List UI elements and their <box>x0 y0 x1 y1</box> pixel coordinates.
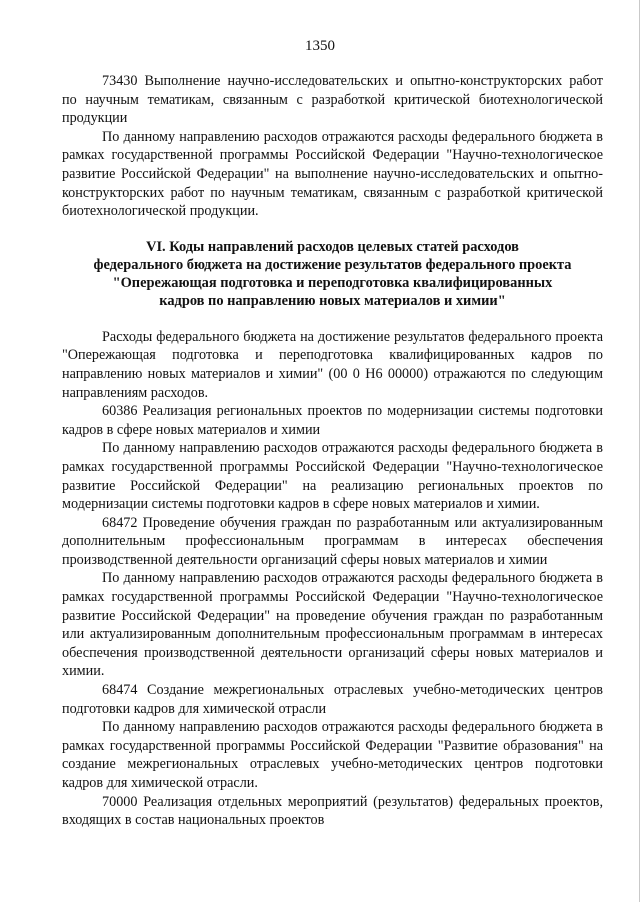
paragraph-73430-description: По данному направлению расходов отражаются расходы федерального бюджета в рамках государственной программы Российской Федерации "Научно-технологическое развитие Российской Федерации" на выполнение научно-исследовательских и опытно-конструкторских работ по научным тематикам, связанным с разработкой критической биотехнологической продукции. <box>62 128 603 220</box>
paragraph-73430-title: 73430 Выполнение научно-исследовательских и опытно-конструкторских работ по научным тематикам, связанным с разработкой критической биотехнологической продукции <box>62 73 603 127</box>
paragraph-68474-title: 68474 Создание межрегиональных отраслевых учебно-методических центров подготовки кадров для химической отрасли <box>62 682 603 717</box>
paragraph-60386-description: По данному направлению расходов отражаются расходы федерального бюджета в рамках государственной программы Российской Федерации "Научно-технологическое развитие Российской Федерации" на реализацию региональных проектов по модернизации системы подготовки кадров в сфере новых материалов и химии. <box>62 440 603 513</box>
document-body <box>62 72 603 830</box>
paragraph-68472-title: 68472 Проведение обучения граждан по разработанным или актуализированным дополнительным профессиональным программам в интересах обеспечения производственной деятельности организаций сферы новых материалов и химии <box>62 514 603 568</box>
paragraph-section-intro: Расходы федерального бюджета на достижение результатов федерального проекта "Опережающая подготовка и переподготовка квалифицированных кадров по направлению новых материалов и химии" (00 0 Н6 00000) отражаются по следующим направлениям расходов. <box>62 328 603 401</box>
section-heading-line: кадров по направлению новых материалов и химии" <box>159 292 506 309</box>
paragraph-68474-description: По данному направлению расходов отражаются расходы федерального бюджета в рамках государственной программы Российской Федерации "Развитие образования" на создание межрегиональных отраслевых учебно-методических центров подготовки кадров для химической отрасли. <box>62 719 603 791</box>
section-heading <box>62 238 603 310</box>
paragraph-68472-description: По данному направлению расходов отражаются расходы федерального бюджета в рамках государственной программы Российской Федерации "Научно-технологическое развитие Российской Федерации" на проведение обучения граждан по разработанным или актуализированным дополнительным профессиональным программам в интересах обеспечения производственной деятельности организаций сферы новых материалов и химии. <box>62 570 603 680</box>
paragraph-60386-title: 60386 Реализация региональных проектов по модернизации системы подготовки кадров в сфере новых материалов и химии <box>62 403 603 438</box>
section-heading-line: VI. Коды направлений расходов целевых статей расходов <box>146 238 519 255</box>
section-heading-line: "Опережающая подготовка и переподготовка квалифицированных <box>112 274 553 291</box>
section-heading-line: федерального бюджета на достижение результатов федерального проекта <box>93 256 572 273</box>
paragraph-70000-title: 70000 Реализация отдельных мероприятий (результатов) федеральных проектов, входящих в состав национальных проектов <box>62 793 603 829</box>
page-number: 1350 <box>305 38 335 54</box>
